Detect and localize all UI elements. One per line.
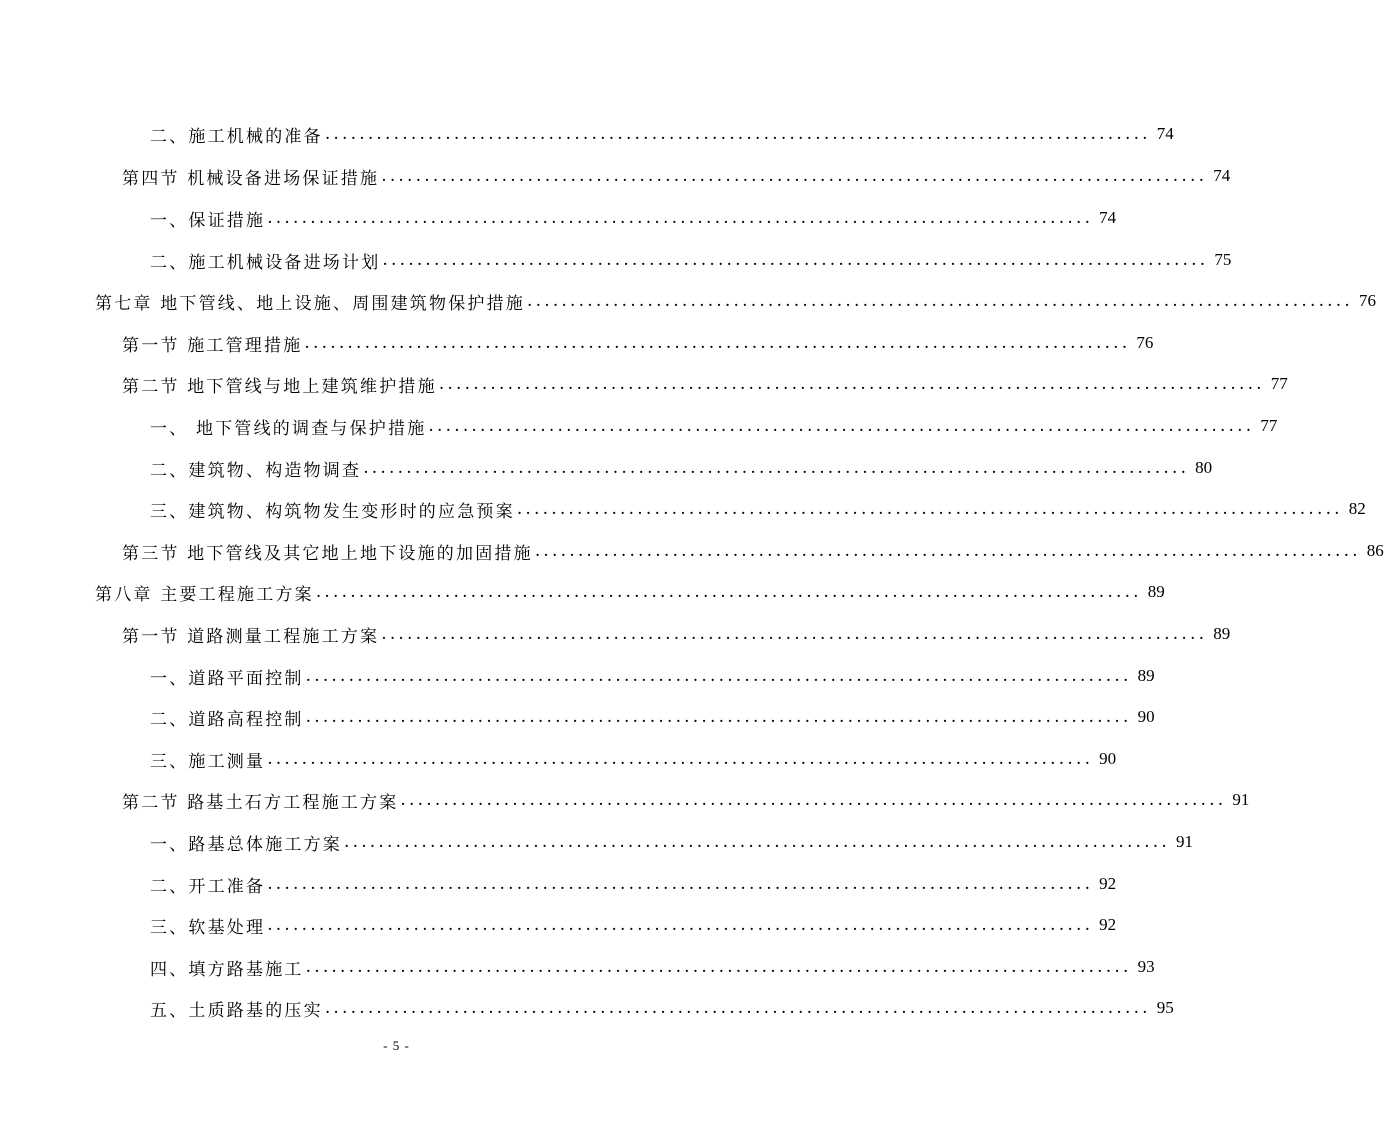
toc-dot-leader: ................................................................................................ [381, 166, 1208, 186]
toc-entry-title: 第八章 主要工程施工方案 [95, 584, 314, 605]
toc-entry-title: 第三节 地下管线及其它地上地下设施的加固措施 [122, 543, 533, 564]
toc-entry[interactable] [122, 537, 1384, 565]
toc-entry-title: 一、保证措施 [150, 210, 266, 231]
toc-entry-page: 90 [1137, 707, 1155, 726]
toc-dot-leader: ................................................................................................ [267, 874, 1094, 894]
toc-entry-page: 86 [1366, 541, 1384, 560]
toc-entry-page: 80 [1195, 458, 1213, 477]
toc-entry-title: 第四节 机械设备进场保证措施 [122, 168, 380, 189]
toc-entry-title: 三、软基处理 [150, 917, 266, 938]
toc-dot-leader: ................................................................................................ [428, 416, 1255, 436]
toc-entry-page: 77 [1270, 374, 1288, 393]
toc-dot-leader: ................................................................................................ [382, 250, 1209, 270]
toc-entry[interactable] [150, 828, 1193, 856]
toc-entry[interactable] [150, 994, 1174, 1022]
toc-entry[interactable] [150, 911, 1117, 939]
toc-entry[interactable] [150, 870, 1117, 898]
toc-entry[interactable] [150, 953, 1155, 981]
toc-dot-leader: ................................................................................................ [363, 458, 1190, 478]
toc-entry-page: 74 [1213, 166, 1231, 185]
toc-entry-title: 第一节 施工管理措施 [122, 335, 303, 356]
toc-entry[interactable] [150, 745, 1117, 773]
toc-entry-title: 第二节 地下管线与地上建筑维护措施 [122, 376, 437, 397]
toc-entry[interactable] [150, 495, 1366, 523]
toc-entry-page: 76 [1358, 291, 1376, 310]
toc-entry-page: 95 [1156, 998, 1174, 1017]
toc-dot-leader: ................................................................................................ [527, 291, 1353, 311]
toc-entry-title: 二、道路高程控制 [150, 709, 304, 730]
toc-dot-leader: ................................................................................................ [400, 790, 1227, 810]
toc-entry[interactable] [150, 204, 1117, 232]
toc-dot-leader: ................................................................................................ [304, 333, 1131, 353]
toc-dot-leader: ................................................................................................ [267, 749, 1094, 769]
toc-dot-leader: ................................................................................................ [305, 666, 1132, 686]
toc-entry[interactable] [150, 412, 1278, 440]
toc-dot-leader: ................................................................................................ [438, 374, 1265, 394]
toc-entry-title: 四、填方路基施工 [150, 959, 304, 980]
toc-entry-page: 92 [1099, 874, 1117, 893]
toc-entry-title: 五、土质路基的压实 [150, 1000, 323, 1021]
toc-entry-page: 92 [1099, 915, 1117, 934]
toc-entry-title: 一、道路平面控制 [150, 668, 304, 689]
toc-entry-title: 二、施工机械设备进场计划 [150, 252, 381, 273]
toc-dot-leader: ................................................................................................ [267, 915, 1094, 935]
toc-entry[interactable] [150, 662, 1155, 690]
toc-entry-title: 三、建筑物、构筑物发生变形时的应急预案 [150, 501, 515, 522]
toc-entry-title: 一、 地下管线的调查与保护措施 [150, 418, 427, 439]
toc-entry[interactable] [122, 620, 1231, 648]
toc-dot-leader: ................................................................................................ [305, 957, 1132, 977]
page-number: - 5 - [383, 1038, 410, 1053]
toc-entry-page: 89 [1137, 666, 1155, 685]
toc-dot-leader: ................................................................................................ [315, 582, 1142, 602]
toc-dot-leader: ................................................................................................ [324, 998, 1151, 1018]
toc-dot-leader: ................................................................................................ [324, 124, 1151, 144]
toc-entry[interactable] [122, 162, 1231, 190]
toc-dot-leader: ................................................................................................ [305, 707, 1132, 727]
toc-entry-title: 二、建筑物、构造物调查 [150, 460, 362, 481]
toc-entry[interactable] [150, 120, 1174, 148]
toc-entry-title: 三、施工测量 [150, 751, 266, 772]
toc-entry[interactable] [122, 329, 1154, 357]
toc-entry-page: 77 [1260, 416, 1278, 435]
toc-entry-page: 76 [1136, 333, 1154, 352]
toc-dot-leader: ................................................................................................ [344, 832, 1170, 852]
toc-entry-page: 91 [1232, 790, 1250, 809]
toc-entry[interactable] [95, 287, 1376, 315]
toc-entry-page: 90 [1099, 749, 1117, 768]
toc-entry-page: 91 [1175, 832, 1193, 851]
toc-entry[interactable] [150, 454, 1213, 482]
toc-dot-leader: ................................................................................................ [534, 541, 1361, 561]
toc-entry-page: 74 [1156, 124, 1174, 143]
toc-entry-title: 二、开工准备 [150, 876, 266, 897]
toc-entry-page: 74 [1099, 208, 1117, 227]
toc-dot-leader: ................................................................................................ [381, 624, 1208, 644]
toc-entry[interactable] [95, 578, 1165, 606]
toc-entry[interactable] [122, 786, 1250, 814]
toc-entry-page: 89 [1147, 582, 1165, 601]
toc-entry-title: 第一节 道路测量工程施工方案 [122, 626, 380, 647]
toc-entry-page: 75 [1214, 250, 1232, 269]
toc-entry-page: 89 [1213, 624, 1231, 643]
toc-entry-page: 93 [1137, 957, 1155, 976]
toc-entry[interactable] [150, 246, 1232, 274]
toc-entry-title: 第二节 路基土石方工程施工方案 [122, 792, 399, 813]
toc-dot-leader: ................................................................................................ [267, 208, 1094, 228]
toc-entry-page: 82 [1348, 499, 1366, 518]
toc-entry-title: 第七章 地下管线、地上设施、周围建筑物保护措施 [95, 293, 526, 314]
toc-entry[interactable] [150, 703, 1155, 731]
toc-entry[interactable] [122, 370, 1288, 398]
toc-dot-leader: ................................................................................................ [516, 499, 1343, 519]
toc-entry-title: 二、施工机械的准备 [150, 126, 323, 147]
toc-entry-title: 一、路基总体施工方案 [150, 834, 342, 855]
